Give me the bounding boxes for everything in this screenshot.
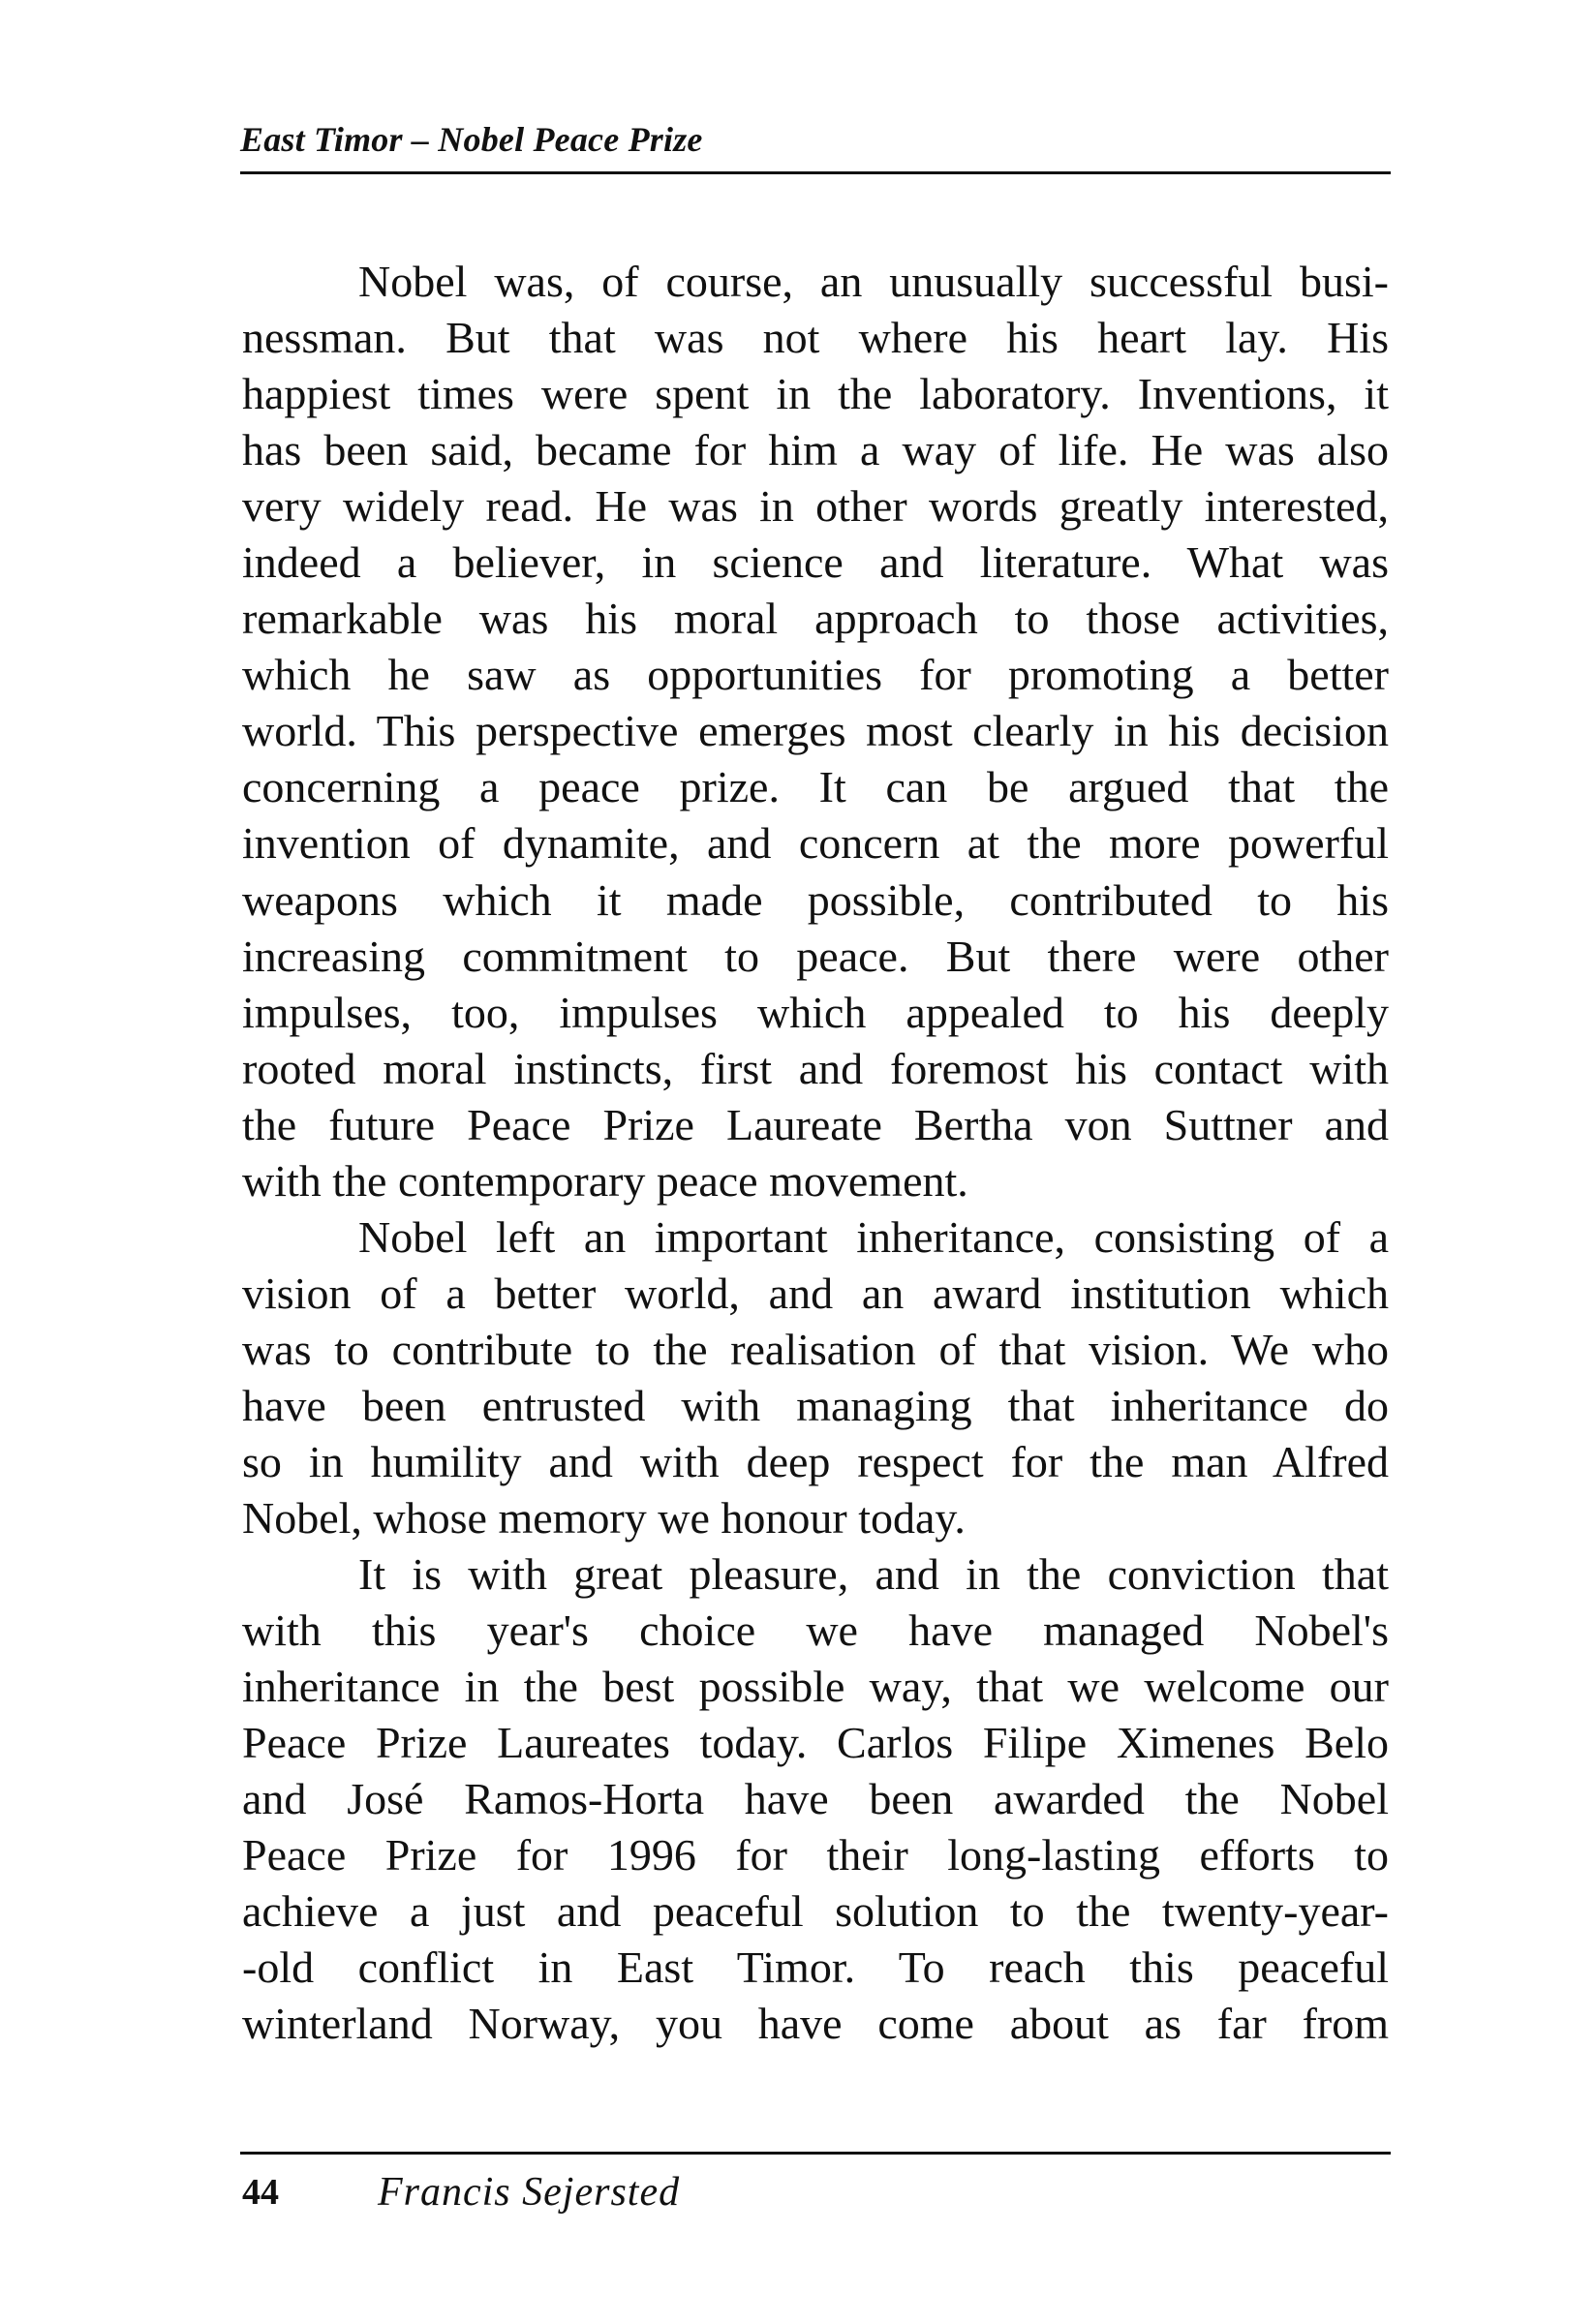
text-line: invention of dynamite, and concern at the more powerful: [242, 818, 1389, 869]
text-line: increasing commitment to peace. But there were other: [242, 931, 1389, 981]
page-number: 44: [242, 2172, 279, 2213]
text-line: nessman. But that was not where his heart lay. His: [242, 313, 1389, 363]
text-line: achieve a just and peaceful solution to the twenty-year-: [242, 1886, 1389, 1937]
author-name: Francis Sejersted: [378, 2170, 681, 2215]
paragraph: [242, 1546, 1389, 2052]
text-line: inheritance in the best possible way, that we welcome our: [242, 1662, 1389, 1712]
header-rule: [240, 171, 1391, 174]
paragraph: [242, 1209, 1389, 1546]
text-line: remarkable was his moral approach to those activities,: [242, 594, 1389, 644]
body-text: [242, 254, 1389, 2053]
running-head-title: East Timor – Nobel Peace Prize: [240, 120, 703, 159]
text-line: Peace Prize Laureates today. Carlos Filipe Ximenes Belo: [242, 1718, 1389, 1768]
text-line: with the contemporary peace movement.: [242, 1155, 968, 1206]
text-line: Peace Prize for 1996 for their long-lasting efforts to: [242, 1830, 1389, 1881]
text-line: and José Ramos-Horta have been awarded the Nobel: [242, 1774, 1389, 1824]
text-line: Nobel, whose memory we honour today.: [242, 1493, 966, 1544]
text-line: winterland Norway, you have come about as far from: [242, 1999, 1389, 2049]
text-line: concerning a peace prize. It can be argued that the: [242, 762, 1389, 812]
text-line: rooted moral instincts, first and foremost his contact with: [242, 1043, 1389, 1093]
text-line: weapons which it made possible, contributed to his: [242, 874, 1389, 925]
text-line: impulses, too, impulses which appealed to his deeply: [242, 987, 1389, 1037]
text-line: -old conflict in East Timor. To reach this peaceful: [242, 1942, 1389, 1993]
text-line: indeed a believer, in science and literature. What was: [242, 537, 1389, 588]
footer-rule: [240, 2152, 1391, 2155]
text-line: so in humility and with deep respect for the man Alfred: [242, 1436, 1389, 1486]
text-line: vision of a better world, and an award institution which: [242, 1268, 1389, 1318]
text-line: It is with great pleasure, and in the conviction that: [358, 1549, 1389, 1600]
text-line: has been said, became for him a way of life. He was also: [242, 425, 1389, 475]
text-line: world. This perspective emerges most clearly in his decision: [242, 706, 1389, 756]
text-line: Nobel was, of course, an unusually successful busi-: [358, 257, 1389, 306]
paragraph: [242, 254, 1389, 1209]
text-line: with this year's choice we have managed Nobel's: [242, 1605, 1389, 1656]
text-line: was to contribute to the realisation of that vision. We who: [242, 1324, 1389, 1374]
text-line: Nobel left an important inheritance, consisting of a: [358, 1211, 1389, 1262]
text-line: have been entrusted with managing that inheritance do: [242, 1380, 1389, 1430]
text-line: which he saw as opportunities for promoting a better: [242, 650, 1389, 700]
text-line: happiest times were spent in the laboratory. Inventions, it: [242, 369, 1389, 419]
text-line: very widely read. He was in other words greatly interested,: [242, 481, 1389, 532]
text-line: the future Peace Prize Laureate Bertha von Suttner and: [242, 1099, 1389, 1149]
